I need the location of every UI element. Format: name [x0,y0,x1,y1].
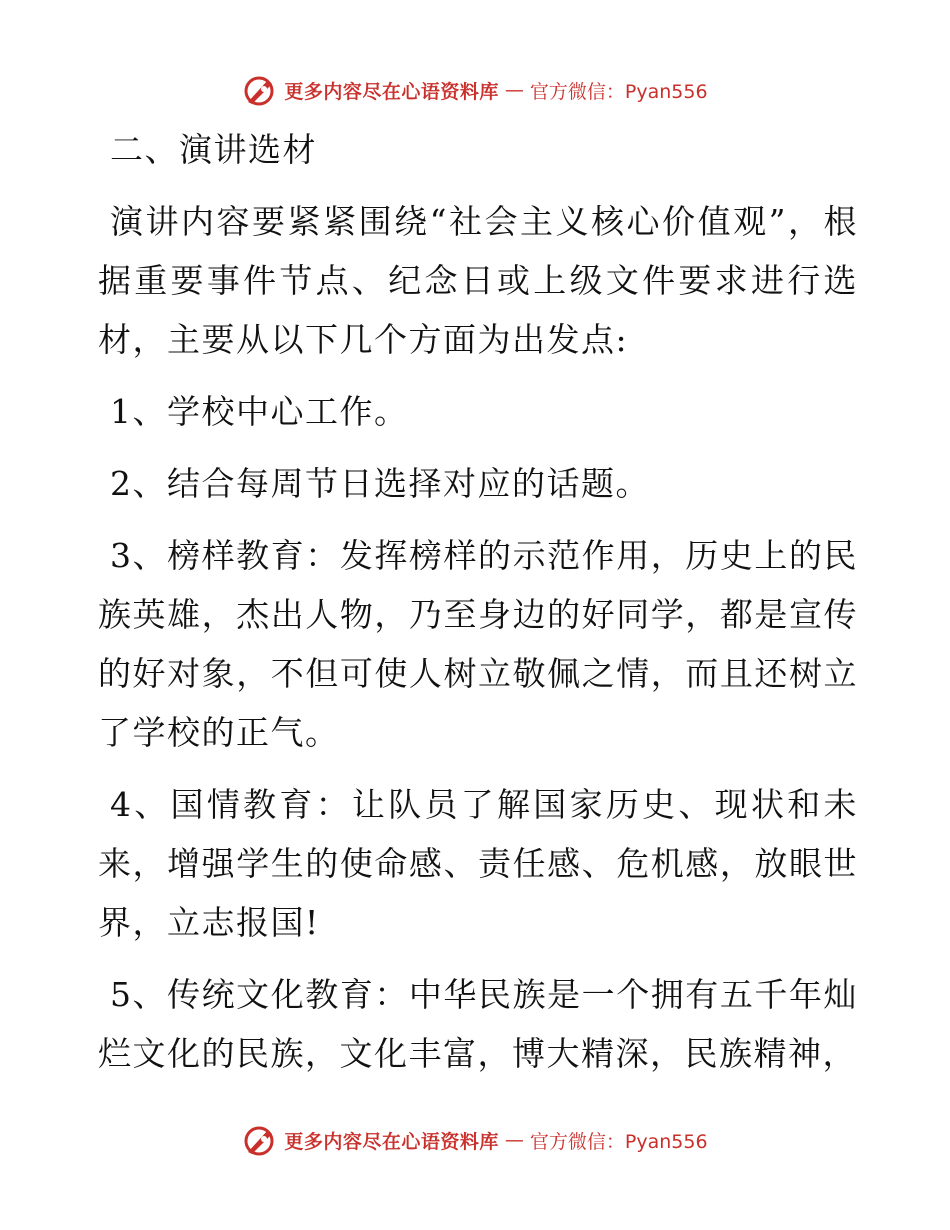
paragraph-intro: 演讲内容要紧紧围绕“社会主义核心价值观”，根据重要事件节点、纪念日或上级文件要求进行选材，主要从以下几个方面为出发点: [98,202,858,359]
watermark-group [242,72,707,108]
list-item-3: 3、榜样教育：发挥榜样的示范作用，历史上的民族英雄，杰出人物，乃至身边的好同学，都是宣传的好对象，不但可使人树立敬佩之情，而且还树立了学校的正气。 [98,536,858,752]
watermark-wechat: 官方微信：Pyan556 [529,1130,708,1153]
watermark-separator: — [504,1129,524,1151]
list-item-1: 1、学校中心工作。 [110,392,409,431]
header-watermark [0,70,950,110]
pen-logo-icon [242,72,278,108]
watermark-wechat: 官方微信：Pyan556 [529,80,708,103]
document-body [98,120,858,1083]
watermark-group [242,1122,707,1158]
pen-logo-icon [242,1122,278,1158]
list-item-5: 5、传统文化教育：中华民族是一个拥有五千年灿烂文化的民族，文化丰富，博大精深，民族精神， [98,975,858,1073]
watermark-separator: — [504,79,524,101]
section-heading: 二、演讲选材 [110,130,317,169]
list-item-4: 4、国情教育：让队员了解国家历史、现状和未来，增强学生的使命感、责任感、危机感，放眼世界，立志报国! [98,785,858,942]
list-item-2: 2、结合每周节日选择对应的话题。 [110,464,650,503]
watermark-text: 更多内容尽在心语资料库 [284,80,499,103]
footer-watermark [0,1120,950,1160]
watermark-text: 更多内容尽在心语资料库 [284,1130,499,1153]
